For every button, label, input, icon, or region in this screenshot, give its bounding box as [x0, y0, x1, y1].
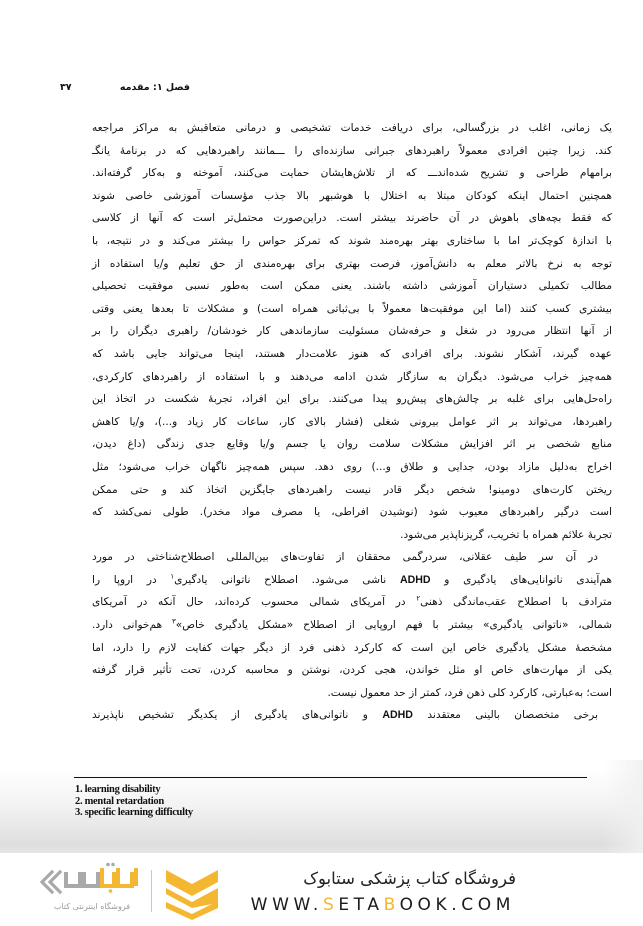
text-fragment: شمالی، «ناتوانی یادگیری» بیشتر با فهم اروپایی از اصطلاح «مشکل یادگیری خاص»: [175, 619, 612, 632]
logo-tagline: فروشگاه اینترنتی کتاب: [53, 902, 131, 911]
text-line: کند. زیرا چنین افرادی معمولاً راهبردهای جبرانی سازنده‌ای را ـــمانند راهبردهایی که در برنامهٔ یانگـ: [92, 144, 612, 157]
footnotes: [75, 784, 375, 819]
text-line: برامهام طراحی و تشریح شده‌اندـــ که از تلاش‌هایشان حمایت می‌کنند، آموخته و به‌کار گرفته‌اند.: [92, 167, 612, 180]
book-chevron-icon: [166, 870, 218, 920]
text-fragment: در آمریکای شمالی محسوب کرده‌اند، حال آنکه در آمریکای: [92, 596, 417, 609]
body-text: [92, 117, 612, 727]
paragraph-1: [92, 117, 612, 546]
text-line: بیشتری کسب کنند (اما این موفقیت‌ها معمولاً با بی‌ثباتی همراه است) و مشکلات تا بعدها یعنی وقتی: [92, 302, 612, 315]
text-line: از آنها انتظار می‌رود در شغل و حرفه‌شان مسئولیت سازماندهی کار خودشان/ راهبری دیگران را بر: [92, 325, 612, 338]
footnote-2: 2. mental retardation: [75, 795, 164, 807]
text-fragment: مترادف با اصطلاح عقب‌ماندگی ذهنی: [420, 596, 612, 609]
footnote-ref-2[interactable]: ۲: [416, 594, 421, 603]
page-number: ۳۷: [60, 82, 72, 93]
footnote-3: 3. specific learning difficulty: [75, 807, 193, 818]
text-line: است؛ به‌عبارتی، کارکرد کلی ذهن فرد، کمتر از حد معمول نیست.: [327, 686, 612, 699]
text-line: [92, 704, 612, 727]
text-line: با اندازهٔ کوچک‌تر اما با ساختاری بهتر بهره‌مند شوند که تمرکز حواس را بیشتر می‌کند و در نتیجه، با: [92, 234, 612, 247]
adhd-term: ADHD: [382, 709, 413, 722]
paragraph-2: [92, 546, 612, 704]
store-title: فروشگاه کتاب پزشکی ستابوک: [303, 869, 516, 888]
text-line: [92, 591, 612, 614]
text-line: مشخصهٔ مشکل یادگیری خاص این است که کارکرد ذهنی فرد از دیگر جهات کفایت لازم را دارد، اما: [92, 641, 612, 654]
chevrons-icon: [42, 872, 60, 892]
text-line: [92, 569, 612, 592]
footnote-ref-1[interactable]: ۱: [170, 572, 175, 581]
text-line: یک زمانی، اغلب در بزرگسالی، برای دریافت خدمات تشخیصی و درمانی متعاقبش به مراکز مراجعه: [92, 122, 612, 134]
text-fragment: برخی متخصصان بالینی معتقدند: [412, 709, 598, 722]
text-fragment: هم‌آیندی ناتوانایی‌های یادگیری و: [430, 573, 612, 586]
text-line: مطالب تکمیلی دستیاران آموزشی داشته باشند. یعنی ممکن است به‌طور نسبی موفقیت تحصیلی: [92, 280, 612, 293]
text-fragment: در اروپا را: [92, 573, 171, 586]
text-line: توجه به نرخ بالاتر معلم به دانش‌آموز، فرصت بهتری برای بهره‌مندی از حق تعلیم و/یا استفاده از: [92, 257, 612, 270]
text-line: [92, 614, 612, 637]
text-line: است درگیر راهبردهای معیوب شود (نوشیدن افراطی، یا مصرف مواد مخدر). طولی نمی‌کشد که: [92, 506, 612, 519]
footnote-1: 1. learning disability: [75, 784, 161, 795]
text-line: که فقط بچه‌های باهوش در آن حاضرند بیشتر است. دراین‌صورت محتمل‌تر است که آنها از کلاسی: [92, 212, 612, 225]
text-line: همچنین احتمال اینکه کودکان مبتلا به اختلال با هوشبهر بالا جذب مؤسسات آموزشی خاصی شوند: [92, 189, 612, 202]
text-line: همه‌چیز خراب می‌شود. دیگران به سازگار شدن ادامه می‌دهند و با استفاده از راهبردهای کارکردی،: [92, 370, 612, 383]
text-line: منابع شخصی بر اثر افزایش مشکلات سلامت روان یا جسم و/یا وقایع جدی زندگی (داغ دیدن،: [92, 438, 612, 451]
footnote-ref-3[interactable]: ۳: [171, 617, 176, 626]
text-line: در آن سر طیف عقلانی، سردرگمی محققان از تفاوت‌های بین‌المللی اصطلاح‌شناختی در مورد: [92, 551, 598, 564]
text-line: ریختن کارت‌های دومینو! شخص دیگر قادر نیست راهبردهای جایگزین اتخاذ کند و حتی ممکن: [92, 483, 612, 496]
store-url[interactable]: [251, 895, 515, 915]
url-part: WWW.: [250, 895, 323, 915]
text-fragment: هم‌خوانی دارد.: [92, 619, 172, 632]
logo-wordmark-icon: [66, 863, 136, 893]
text-fragment: و ناتوانی‌های یادگیری از یکدیگر تشخیص ناپذیرند: [92, 709, 383, 722]
url-part: OOK.COM: [399, 895, 515, 915]
paragraph-3: [92, 704, 612, 727]
chapter-title: فصل ۱: مقدمه: [119, 82, 190, 93]
text-line: اخراج به‌دلیل مازاد بودن، جدایی و طلاق و...) روی دهد. سپس همه‌چیز ناگهان خراب می‌شود؛ مثل: [92, 460, 612, 473]
page-edge-shadow: [603, 760, 643, 853]
footnote-divider: [74, 777, 587, 778]
running-head: [60, 82, 190, 98]
text-line: تجربهٔ علائم همراه با تخریب، گریزناپذیر می‌شود.: [400, 528, 612, 541]
logo-divider: [151, 870, 152, 912]
text-fragment: ناشی می‌شود. اصطلاح ناتوانی یادگیری: [174, 573, 400, 586]
url-part: ETA: [338, 895, 384, 915]
text-line: راه‌حل‌هایی برای غلبه بر چالش‌های پیش‌رو پیدا می‌کنند. برای این افراد، تجربهٔ شکست در اتخاذ این: [92, 393, 612, 406]
text-line: یکی از مهارت‌های خاص او مثل خواندن، هجی کردن، نوشتن و محاسبه کردن، تحت تأثیر قرار گرفته: [92, 664, 612, 677]
url-highlight: B: [383, 895, 400, 915]
text-line: راهبردها، می‌تواند بر اثر عوامل بیرونی شغلی (فشار بالای کار، ساعات کار زیاد و...)، و/یا کاهش: [92, 415, 612, 428]
adhd-term: ADHD: [399, 573, 431, 586]
text-line: عهده گیرند، آشکار نشوند. برای افرادی که هنوز علامت‌دار هستند، اینجا می‌تواند جایی باشد که: [92, 347, 612, 360]
setabook-logo[interactable]: [22, 862, 242, 922]
url-highlight: S: [322, 895, 339, 915]
